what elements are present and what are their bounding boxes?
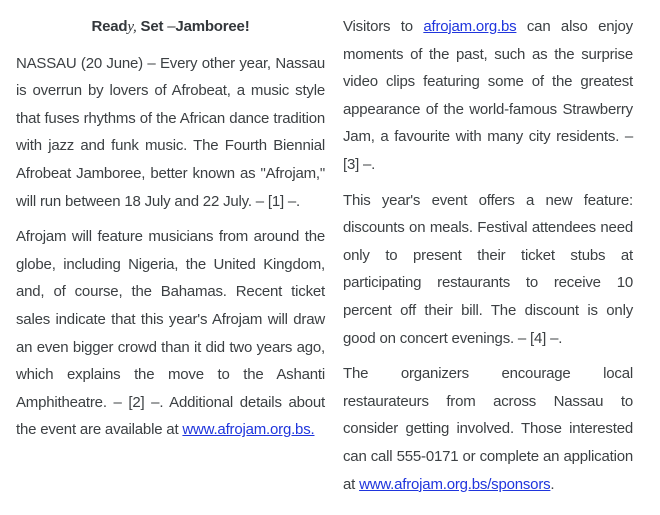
afrojam-homepage-link[interactable]: www.afrojam.org.bs.: [182, 421, 315, 439]
paragraph-lineup: [16, 223, 325, 444]
paragraph-visitors-after: can also enjoy moments of the past, such as the surprise video clips featuring some of the greatest appearance of the world-famous Strawberry Jam, a favourite with many city residents. – [3] –.: [343, 18, 633, 173]
paragraph-visitors-before: Visitors to: [343, 18, 424, 35]
title-segment-read: Read: [91, 18, 128, 35]
title-segment-fallback-y: y,: [127, 19, 137, 35]
afrojam-inline-link[interactable]: afrojam.org.bs: [423, 18, 517, 35]
article-title: [16, 13, 325, 42]
paragraph-organizers: [343, 360, 633, 498]
title-segment-jamboree: Jamboree!: [175, 18, 250, 35]
paragraph-organizers-before: The organizers encourage local restaurateurs from across Nassau to consider getting involved. Those interested can call 555-0171 or complete an application at: [343, 365, 633, 493]
paragraph-organizers-after: .: [550, 475, 555, 493]
title-segment-set: Set: [136, 18, 168, 35]
paragraph-discounts: This year's event offers a new feature: discounts on meals. Festival attendees need only to present their ticket stubs at participating restaurants to receive 10 percent off their bill. The discount is only good on concert evenings. – [4] –.: [343, 191, 633, 347]
left-column: [16, 13, 325, 515]
afrojam-sponsors-link[interactable]: www.afrojam.org.bs/sponsors: [359, 475, 551, 493]
right-column: [343, 13, 633, 515]
title-dash: –: [167, 18, 176, 35]
paragraph-visitors: [343, 13, 633, 179]
paragraph-lineup-text: Afrojam will feature musicians from around the globe, including Nigeria, the United Kingdom, and, of course, the Bahamas. Recent ticket sales indicate that this year's Afrojam will draw an even bigger crowd than it did two years ago, which explains the move to the Ashanti Amphitheatre. – [2] –. Additional details about the event are available at: [16, 228, 325, 439]
paragraph-intro: NASSAU (20 June) – Every other year, Nassau is overrun by lovers of Afrobeat, a music style that fuses rhythms of the African dance tradition with jazz and funk music. The Fourth Biennial Afrobeat Jamboree, better known as "Afrojam," will run between 18 July and 22 July. – [1] –.: [16, 54, 325, 210]
